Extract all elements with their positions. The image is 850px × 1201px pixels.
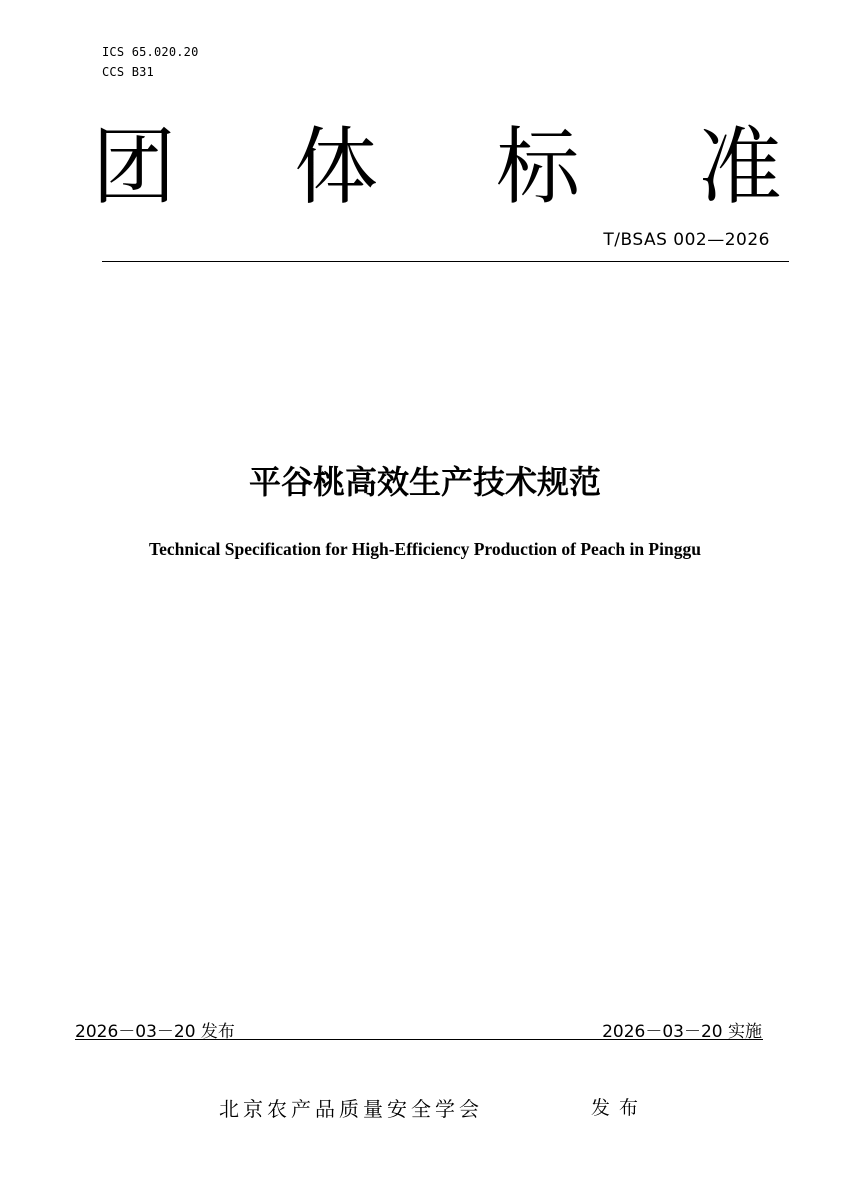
ccs-code: CCS B31	[102, 65, 154, 79]
english-title: Technical Specification for High-Efficiency Production of Peach in Pinggu	[149, 539, 701, 559]
issue-date: 2026－03－20 发布	[75, 1022, 235, 1042]
standard-number: T/BSAS 002—2026	[603, 230, 770, 250]
dates-divider	[75, 1039, 763, 1040]
standard-type-char: 准	[697, 118, 782, 216]
standard-type-char: 团	[92, 118, 177, 216]
chinese-title: 平谷桃高效生产技术规范	[248, 463, 601, 501]
publisher-name: 北京农产品质量安全学会	[219, 1097, 483, 1121]
standard-type-char: 标	[495, 118, 580, 216]
standard-type-heading	[92, 112, 782, 222]
header-divider	[102, 261, 789, 262]
publish-label: 发布	[591, 1097, 648, 1119]
standard-type-char: 体	[293, 118, 378, 216]
ics-code: ICS 65.020.20	[102, 45, 199, 59]
implementation-date: 2026－03－20 实施	[602, 1022, 762, 1042]
classification-codes	[102, 42, 199, 82]
